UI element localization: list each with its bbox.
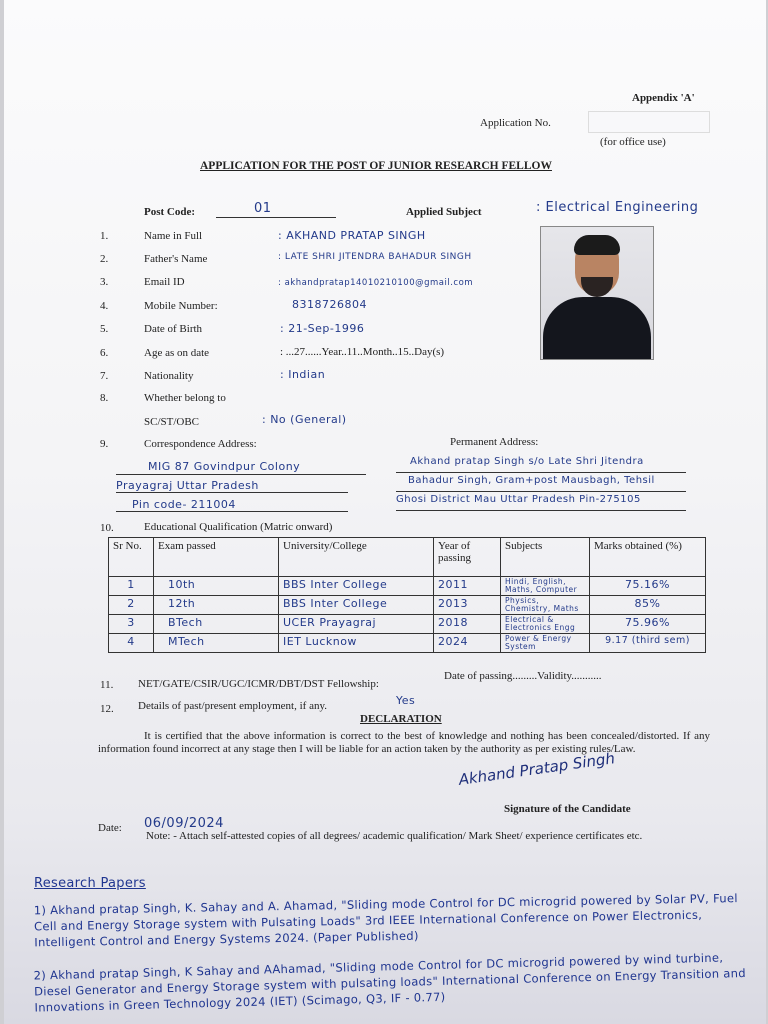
column-header: Sr No. (109, 538, 154, 577)
field-num: 3. (100, 276, 109, 288)
permanent-line: Akhand pratap Singh s/o Late Shri Jitendra (410, 456, 644, 467)
application-no-box (588, 111, 710, 133)
field-num: 8. (100, 392, 109, 404)
column-header: University/College (279, 538, 434, 577)
field-num: 11. (100, 679, 114, 691)
column-header: Year of passing (434, 538, 501, 577)
table-cell: 2018 (434, 615, 501, 634)
table-cell: 3 (109, 615, 154, 634)
table-cell: 10th (154, 577, 279, 596)
table-row (109, 577, 706, 596)
education-label: Educational Qualification (Matric onward) (144, 521, 333, 533)
category-label: SC/ST/OBC (144, 416, 200, 428)
research-title: Research Papers (34, 876, 146, 891)
table-row (109, 615, 706, 634)
field-num: 4. (100, 300, 109, 312)
field-value-age: : ...27......Year..11..Month..15..Day(s) (280, 346, 445, 358)
table-row (109, 634, 706, 653)
employment-value: Yes (396, 694, 416, 707)
field-num: 2. (100, 253, 109, 265)
employment-label: Details of past/present employment, if any. (138, 700, 327, 712)
applied-subject-label: Applied Subject (406, 206, 482, 218)
table-cell: 9.17 (third sem) (590, 634, 706, 653)
table-cell: 75.16% (590, 577, 706, 596)
field-label-name: Name in Full (144, 230, 203, 242)
correspondence-line: MIG 87 Govindpur Colony (148, 460, 301, 473)
column-header: Exam passed (154, 538, 279, 577)
field-label-dob: Date of Birth (144, 323, 203, 335)
field-value-mobile: 8318726804 (292, 298, 367, 311)
permanent-line: Ghosi District Mau Uttar Pradesh Pin-275105 (396, 494, 641, 505)
field-num: 9. (100, 438, 109, 450)
column-header: Subjects (501, 538, 590, 577)
table-cell: 1 (109, 577, 154, 596)
form-title: APPLICATION FOR THE POST OF JUNIOR RESEARCH FELLOW (200, 160, 552, 172)
field-num: 1. (100, 230, 109, 242)
appendix-label: Appendix 'A' (632, 92, 695, 104)
field-label-age: Age as on date (144, 347, 210, 359)
research-item: 1) Akhand pratap Singh, K. Sahay and A. Ahamad, "Sliding mode Control for DC microgrid powered by Solar PV, Fuel Cell and Energy Storage system with Pulsating Loads" 3rd IEEE International Conference on Power Electronics, Intelligent Control and Energy Systems 2024. (Paper Published) (33, 891, 738, 950)
field-value-dob: : 21-Sep-1996 (280, 322, 365, 335)
field-value-nationality: : Indian (280, 368, 326, 381)
field-value-email: : akhandpratap14010210100@gmail.com (278, 278, 474, 288)
field-num: 7. (100, 370, 109, 382)
table-cell: 2013 (434, 596, 501, 615)
field-label-father: Father's Name (144, 253, 208, 265)
education-table (108, 537, 706, 653)
permanent-address-label: Permanent Address: (450, 436, 539, 448)
field-num: 10. (100, 522, 114, 534)
candidate-photo (540, 226, 654, 360)
post-code-label: Post Code: (144, 206, 196, 218)
table-row (109, 596, 706, 615)
table-cell: 12th (154, 596, 279, 615)
category-value: : No (General) (262, 413, 347, 426)
fellowship-detail: Date of passing.........Validity........... (444, 670, 602, 682)
table-cell: 85% (590, 596, 706, 615)
table-cell: 2 (109, 596, 154, 615)
research-item: 2) Akhand pratap Singh, K Sahay and AAhamad, "Sliding mode Control for DC microgrid powered by wind turbine, Diesel Generator and Energy Storage system with pulsating loads" International Conference on Energy Transition and Innovations in Green Technology 2024 (IET) (Scimago, Q3, IF - 0.77) (33, 950, 747, 1015)
field-num: 6. (100, 347, 109, 359)
candidate-signature: Akhand Pratap Singh (457, 749, 616, 789)
field-label-email: Email ID (144, 276, 185, 288)
table-cell: IET Lucknow (279, 634, 434, 653)
table-cell: MTech (154, 634, 279, 653)
field-num: 5. (100, 323, 109, 335)
date-value: 06/09/2024 (144, 816, 224, 831)
office-use-label: (for office use) (600, 136, 666, 148)
field-num: 12. (100, 703, 114, 715)
table-cell: UCER Prayagraj (279, 615, 434, 634)
correspondence-line: Prayagraj Uttar Pradesh (116, 479, 259, 492)
post-code-value: 01 (254, 201, 272, 216)
table-cell: 2024 (434, 634, 501, 653)
table-cell: BBS Inter College (279, 577, 434, 596)
table-cell: Power & Energy System (501, 634, 590, 653)
table-cell: Hindi, English, Maths, Computer (501, 577, 590, 596)
attachment-note: Note: - Attach self-attested copies of all degrees/ academic qualification/ Mark Sheet/ experience certificates etc. (146, 830, 643, 842)
applied-subject-value: : Electrical Engineering (536, 200, 699, 215)
signature-label: Signature of the Candidate (504, 803, 631, 815)
field-label-nationality: Nationality (144, 370, 194, 382)
column-header: Marks obtained (%) (590, 538, 706, 577)
field-value-father: : LATE SHRI JITENDRA BAHADUR SINGH (278, 252, 472, 262)
table-cell: 2011 (434, 577, 501, 596)
correspondence-line: Pin code- 211004 (132, 498, 236, 511)
field-value-name: : AKHAND PRATAP SINGH (278, 229, 426, 242)
table-cell: Electrical & Electronics Engg (501, 615, 590, 634)
fellowship-label: NET/GATE/CSIR/UGC/ICMR/DBT/DST Fellowship: (138, 678, 379, 690)
application-no-label: Application No. (480, 117, 551, 129)
date-label: Date: (98, 822, 122, 834)
table-cell: 4 (109, 634, 154, 653)
table-header-row (109, 538, 706, 577)
field-label-category: Whether belong to (144, 392, 226, 404)
table-cell: Physics, Chemistry, Maths (501, 596, 590, 615)
field-label-mobile: Mobile Number: (144, 300, 218, 312)
declaration-title: DECLARATION (360, 713, 442, 725)
correspondence-address-label: Correspondence Address: (144, 438, 257, 450)
declaration-text: It is certified that the above information is correct to the best of knowledge and nothing has been concealed/distorted. If any information found incorrect at any stage then I will be liable for an action taken by the authority as per existing rules/Law. (98, 730, 710, 755)
permanent-line: Bahadur Singh, Gram+post Mausbagh, Tehsil (408, 475, 655, 486)
application-form-page (4, 0, 766, 1024)
table-cell: BTech (154, 615, 279, 634)
table-cell: 75.96% (590, 615, 706, 634)
table-cell: BBS Inter College (279, 596, 434, 615)
